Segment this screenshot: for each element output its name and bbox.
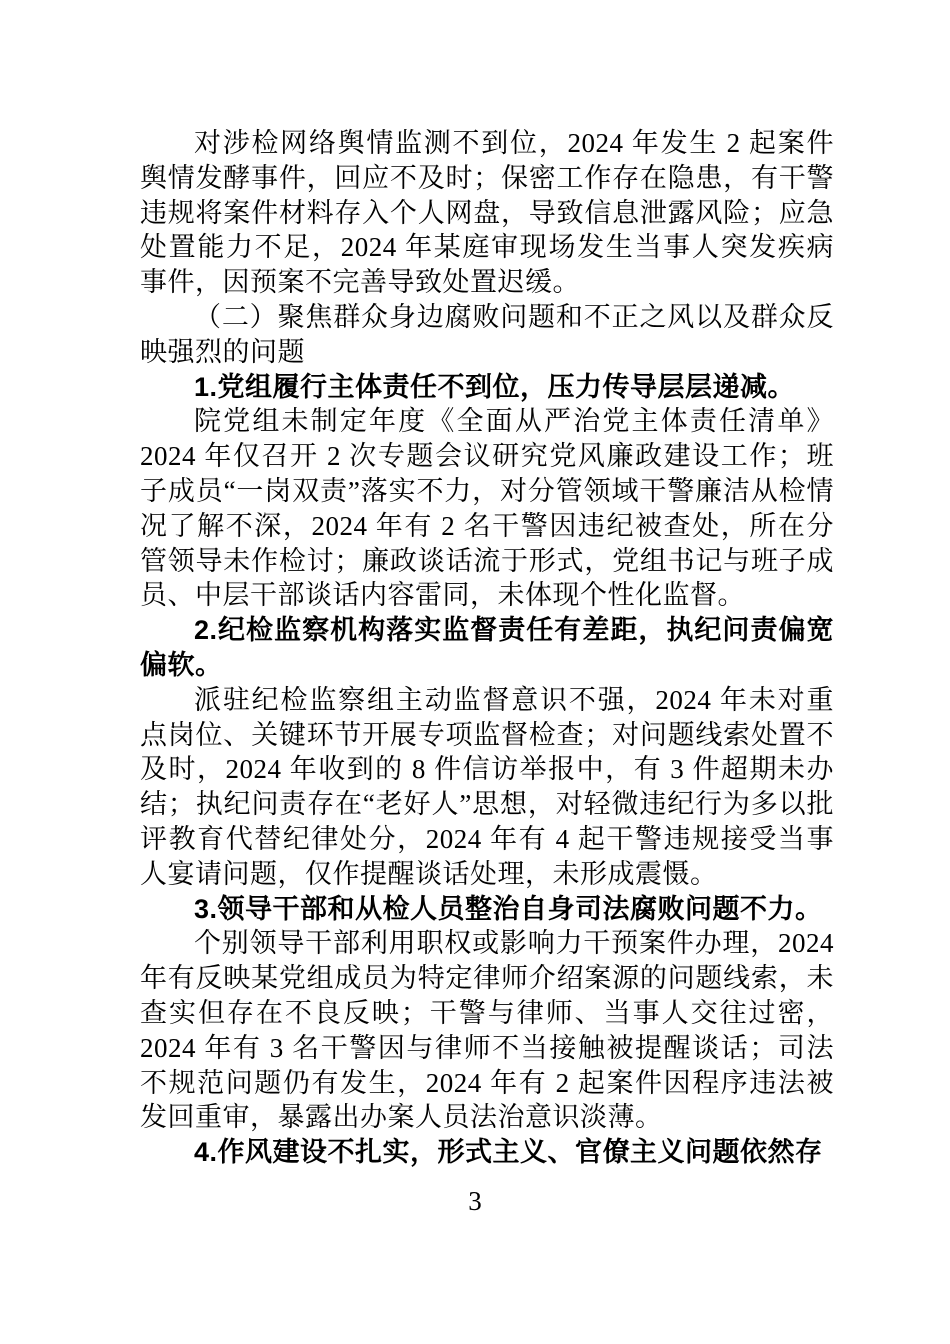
paragraph-judicial-corruption: 个别领导干部利用职权或影响力干预案件办理，2024 年有反映某党组成员为特定律师介绍案源的问题线索，未查实但存在不良反映；干警与律师、当事人交往过密，2024 年有 3 名干警因与律师不当接触被提醒谈话；司法不规范问题仍有发生，2024 年有 2 起案件因程序违法被发回重审，暴露出办案人员法治意识淡薄。 bbox=[140, 928, 834, 1133]
paragraph-discipline-inspection: 派驻纪检监察组主动监督意识不强，2024 年未对重点岗位、关键环节开展专项监督检查；对问题线索处置不及时，2024 年收到的 8 件信访举报中，有 3 件超期未办结；执纪问责存在“老好人”思想，对轻微违纪行为多以批评教育代替纪律处分，2024 年有 4 起干警违规接受当事人宴请问题，仅作提醒谈话处理，未形成震慑。 bbox=[140, 684, 834, 889]
numbered-heading-1: 1.党组履行主体责任不到位，压力传导层层递减。 bbox=[194, 371, 796, 402]
page-number: 3 bbox=[468, 1186, 482, 1216]
section-heading-2: （二）聚焦群众身边腐败问题和不正之风以及群众反映强烈的问题 bbox=[140, 301, 834, 367]
paragraph-party-group-responsibility: 院党组未制定年度《全面从严治党主体责任清单》2024 年仅召开 2 次专题会议研究党风廉政建设工作；班子成员“一岗双责”落实不力，对分管领域干警廉洁从检情况了解不深，2024 年有 2 名干警因违纪被查处，所在分管领导未作检讨；廉政谈话流于形式，党组书记与班子成员、中层干部谈话内容雷同，未体现个性化监督。 bbox=[140, 406, 834, 611]
paragraph-security-issues: 对涉检网络舆情监测不到位，2024 年发生 2 起案件舆情发酵事件，回应不及时；保密工作存在隐患，有干警违规将案件材料存入个人网盘，导致信息泄露风险；应急处置能力不足，2024 年某庭审现场发生当事人突发疾病事件，因预案不完善导致处置迟缓。 bbox=[140, 128, 834, 298]
numbered-heading-3: 3.领导干部和从检人员整治自身司法腐败问题不力。 bbox=[194, 893, 823, 924]
numbered-heading-4: 4.作风建设不扎实，形式主义、官僚主义问题依然存 bbox=[194, 1137, 823, 1168]
numbered-heading-2: 2.纪检监察机构落实监督责任有差距，执纪问责偏宽偏软。 bbox=[140, 615, 834, 680]
